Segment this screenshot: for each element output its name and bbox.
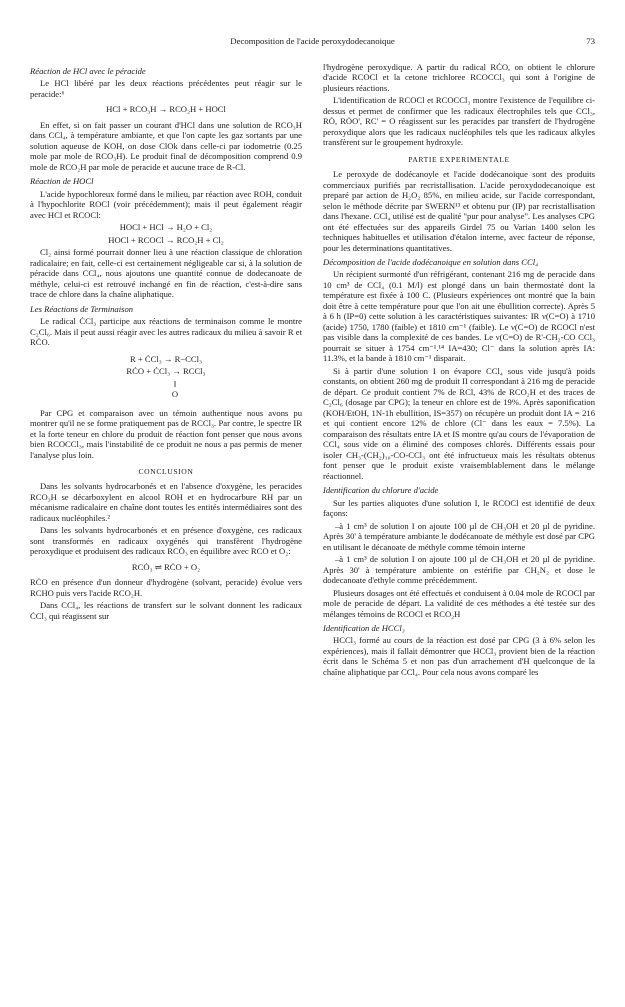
paragraph: Dans les solvants hydrocarbonés et en présence d'oxygène, ces radicaux sont transformés en radicaux oxygénés qui transfèrent l'hydrogène peroxydique et produisent des radicaux RCȮ₃ en équilibre avec RCO et O₂:: [30, 525, 302, 557]
paragraph: Un récipient surmonté d'un réfrigérant, contenant 216 mg de peracide dans 10 cm³ de CCl₄ (0.1 M/l) est plongé dans un bain thermostaté dont la température est fixée à 100 C. (Plusieurs expériences ont montré que la bain doit être à cette température pour que l'on ait une ébullition correcte). Après 5 à 6 h (IP=0) cette solution à les caractéristiques suivantes: IR ν(C=O) à 1710 (acide) 1750, 1780 (faible) et 1810 cm⁻¹ (faible). Le ν(C=O) de RCOCl n'est pas visible dans la complexité de ces bandes. Le ν(C=O) de R'-CH₂-CO CCl₃ pourrait se situer à 1754 cm⁻¹.¹⁴ IA=430; Cl⁻ dans la solution après IA: 11.3%, et la bande à 1810 cm⁻¹ disparait.: [323, 269, 595, 364]
paragraph: HCCl₃ formé au cours de la réaction est dosé par CPG (3 à 6% selon les expériences), mais il fallait démontrer que HCCl₃ provient bien de la réaction écrit dans le Schéma 5 et non pas d'un arrachement d'H quelconque de la chaîne aliphatique par CCl₄. Pour cela nous avons comparé les: [323, 635, 595, 677]
right-column: [323, 62, 595, 679]
section-heading-decomposition: Décomposition de l'acide dodécanoique en solution dans CCl₄: [323, 257, 539, 267]
paragraph: Dans CCl₄, les réactions de transfert sur le solvant donnent les radicaux ĊCl₃ qui réagissent sur: [30, 600, 302, 621]
equation: HOCl + RCOCl → RCO₂H + Cl₂: [108, 234, 224, 245]
equation-double-bond: ‖: [173, 378, 177, 389]
equation-oxygen: O: [171, 389, 179, 400]
section-heading-hocl: Réaction de HOCl: [30, 176, 94, 187]
paragraph: Le HCl libéré par les deux réactions précédentes peut réagir sur le peracide:⁶: [30, 78, 302, 99]
list-item: –à 1 cm³ de solution I on ajoute 100 µl de CH₃OH et 20 µl de pyridine. Après 30' à température ambiente on estérifie par CH₂N₂ et dose le dodecanoate d'ethyle comme précédemment.: [323, 554, 595, 586]
equation: R + ĊCl₃ → R−CCl₃: [129, 353, 203, 364]
section-heading-experimental: PARTIE EXPERIMENTALE: [408, 154, 510, 164]
paragraph: l'hydrogène peroxydique. A partir du radical RĊO, on obtient le chlorure d'acide RCOCl et la cetone trichloree RCOCCl₃ qui sont à l'origine de plusieurs réactions.: [323, 62, 595, 93]
paragraph: Par CPG et comparaison avec un témoin authentique nous avons pu montrer qu'il ne se forme pratiquement pas de RCCl₃. Par contre, le spectre IR et la forte teneur en chlore du produit de réaction font penser que nous avons bien RCOCCl₃, mais l'instabilité de ce produit ne nous a pas permis de mener l'analyse plus loin.: [30, 407, 302, 460]
paragraph: Sur les parties aliquotes d'une solution I, le RCOCl est identifié de deux façons:: [323, 497, 595, 519]
paragraph: Dans les solvants hydrocarbonés et en l'absence d'oxygène, les peracides RCO₃H se décarboxylent en alcool ROH et en hydrocarbure RH par un mécanisme radicalaire en chaîne dont toutes les entités intermédiaires sont des radicaux nucléophiles.²: [30, 481, 302, 523]
running-header: [30, 36, 595, 48]
paragraph: Plusieurs dosages ont été effectués et conduisent à 0.04 mole de RCOCl par mole de peracide de départ. La validité de ces méthodes a été testée sur des mélanges témoins de RCOCl et RCO₂H: [323, 587, 595, 619]
section-heading-hcl: Réaction de HCl avec le péracide: [30, 66, 146, 76]
paragraph: L'identification de RCOCl et RCOCCl₃ montre l'existence de l'equilibre ci-dessus et permet de confirmer que les radicaux électrophiles tels que CCl₃, RȮ, RȮO', RC' = O réagissent sur les peracides par transfert de l'hydrogène peroxydique alors que les radicaux nucléophiles tels que les radicaux alkyles transfèrent sur le groupement hydroxyle.: [323, 95, 595, 148]
left-column: [30, 62, 302, 623]
list-item: –à 1 cm³ de solution I on ajoute 100 µl de CH₃OH et 20 µl de pyridine. Après 30' à température ambiante le dodécanoate de méthyle est dosé par CPG en utilisant le décanoate de méthyle comme témoin interne: [323, 520, 595, 552]
section-heading-hccl3: Identification de HCCl₃: [323, 622, 405, 633]
section-heading-termination: Les Réactions de Terminaison: [30, 303, 134, 314]
paragraph: Le radical ĊCl₃ participe aux réactions de terminaison comme le montre C₂Cl₆. Mais il peut aussi réagir avec les autres radicaux du milieu à savoir R et RĊO.: [30, 316, 302, 348]
equation-block: [30, 354, 302, 400]
paragraph: L'acide hypochloreux formé dans le milieu, par réaction avec ROH, conduit à l'hypochlorite ROCl (voir précédemment); mais il peut également réagir avec HCl et RCOCl:: [30, 188, 302, 220]
section-heading-acid-chloride: Identification du chlorure d'acide: [323, 485, 439, 496]
paragraph: Le peroxyde de dodécanoyle et l'acide dodécanoique sont des produits commerciaux purifiés par recristallisation. L'acide peroxydodecanoique est preparé par action de H₂O₂ 85%, en milieu acide, sur l'acide correspondant, selon le méthode décrite par SWERN¹³ et obtenu pur (IP) par recristallisation dans l'hexane. CCl₄ utilisé est de qualité "pur pour analyse". Les analyses CPG ont été effectuées sur des appareils Girdel 75 ou Varian 1400 selon les techniques habituelles et utilisation d'étalon interne, avec facteur de réponse, pour les determinations quantitatives.: [323, 169, 595, 253]
section-heading-conclusion: CONCLUSION: [138, 466, 194, 476]
equation: RCȮ₃ ⇌ RĊO + O₂: [131, 561, 201, 572]
paragraph: Cl₂ ainsi formé pourrait donner lieu à une réaction classique de chloration radicalaire; en fait, celle-ci est certainement négligeable car si, à la solution de péracide dans CCl₄, nous ajoutons une quantité connue de dodecanoate de méthyle, celui-ci est retrouvé inchangé en fin de réaction, c'est-à-dire sans trace de chlore dans la chaîne aliphatique.: [30, 247, 302, 300]
equation: HCl + RCO₃H → RCO₂H + HOCl: [106, 104, 226, 115]
paragraph: RĊO en présence d'un donneur d'hydrogène (solvant, peracide) évolue vers RCHO puis vers l'acide RCO₂H.: [30, 577, 302, 598]
running-title: Decomposition de l'acide peroxydodecanoique: [230, 36, 395, 46]
equation: RĊO + ĊCl₃ → RCCl₃: [126, 366, 206, 377]
page-number: 73: [586, 36, 595, 46]
equation: HOCl + HCl → H₂O + Cl₂: [119, 222, 213, 233]
paragraph: En effet, si on fait passer un courant d'HCl dans une solution de RCO₃H dans CCl₄, à température ambiante, et que l'on capte les gaz sortants par une solution aqueuse de KOH, on dose ClOk dans celle-ci par iodometrie (0.25 mole par mole de RCO₃H). Le produit final de décomposition comprend 0.9 mole de RCO₂H par mole de peracide et aucune trace de R-Cl.: [30, 119, 302, 172]
paragraph: Si à partir d'une solution I on évapore CCl₄ sous vide jusqu'à poids constants, on obtient 260 mg de produit II correspondant à 216 mg de peracide de départ. Ce produit contient 7% de RCl, 43% de RCO₂H et des traces de C₂Cl₆ (dosage par CPG); la teneur en chlore est de 19%. Après saponification (KOH/EtOH, 1N-1h ebullition, IS=357) on récupère un produit dont IA = 216 et qui contient encore 12% de chlore (Cl⁻ dans les eaux = 7.5%). La comparaison des résultats entre IA et IS montre qu'au cours de l'évaporation de CCl₄ sous vide on a éliminé des composes chlorés. Différents essais pour isoler CH₃-(CH₂)₁₀-CO-CCl₃ ont été infructueux mais les résultats obtenus font penser que le produit existe vraisemblablement dans le mélange réactionnel.: [323, 365, 595, 481]
